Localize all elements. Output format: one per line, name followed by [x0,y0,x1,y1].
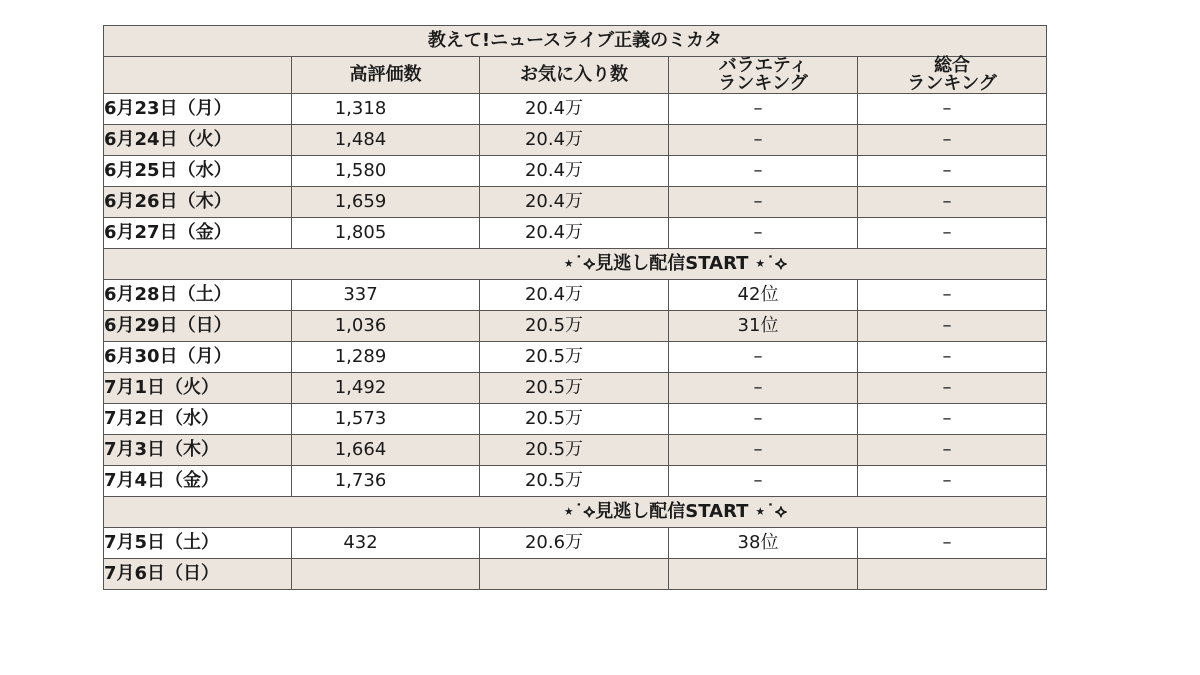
overall-rank-cell-text: – [942,160,952,181]
favorites-cell-text: 20.4万 [524,98,584,119]
date-cell: 6月27日（金） [104,218,292,249]
variety-rank-cell [669,125,858,156]
favorites-cell [480,528,669,559]
overall-rank-cell [858,187,1047,218]
rating-cell [292,125,480,156]
favorites-cell-text: 20.5万 [524,346,584,367]
rating-cell [292,187,480,218]
variety-rank-cell [669,559,858,590]
rating-cell-text: 1,484 [334,129,387,150]
header-variety-rank-line1: バラエティ [718,55,808,76]
rating-cell-text: 1,573 [334,408,387,429]
rating-cell [292,435,480,466]
overall-rank-cell [858,559,1047,590]
table-row [104,559,1047,590]
overall-rank-cell [858,373,1047,404]
variety-rank-cell-text: 38位 [737,532,779,553]
table-row [104,311,1047,342]
banner-cell [104,497,1047,528]
rating-cell [292,559,480,590]
variety-rank-cell-text: – [753,346,763,367]
favorites-cell [480,187,669,218]
variety-rank-cell-text: – [753,160,763,181]
favorites-cell [480,466,669,497]
variety-rank-cell [669,404,858,435]
banner-row [104,249,1047,280]
rating-cell [292,528,480,559]
overall-rank-cell-text: – [942,470,952,491]
rating-cell-text: 1,580 [334,160,387,181]
overall-rank-cell-text: – [942,222,952,243]
header-variety-rank-line2: ランキング [718,73,808,94]
variety-rank-cell [669,94,858,125]
overall-rank-cell [858,528,1047,559]
overall-rank-cell [858,218,1047,249]
favorites-cell-text: 20.4万 [524,191,584,212]
favorites-cell-text: 20.6万 [524,532,584,553]
variety-rank-cell [669,528,858,559]
variety-rank-cell-text: – [753,408,763,429]
favorites-cell [480,435,669,466]
overall-rank-cell-text: – [942,98,952,119]
rating-cell [292,466,480,497]
header-overall-rank-line2: ランキング [907,73,997,94]
favorites-cell [480,125,669,156]
rating-cell-text: 1,289 [334,346,387,367]
favorites-cell [480,156,669,187]
date-cell: 7月3日（木） [104,435,292,466]
variety-rank-cell [669,311,858,342]
title-row [104,26,1047,57]
variety-rank-cell [669,280,858,311]
date-cell: 7月2日（水） [104,404,292,435]
rating-cell-text: 1,659 [334,191,387,212]
rating-cell [292,94,480,125]
variety-rank-cell [669,156,858,187]
date-cell: 6月23日（月） [104,94,292,125]
overall-rank-cell-text: – [942,377,952,398]
favorites-cell-text: 20.5万 [524,439,584,460]
variety-rank-cell-text: – [753,222,763,243]
favorites-cell-text: 20.4万 [524,284,584,305]
date-cell: 7月4日（金） [104,466,292,497]
overall-rank-cell [858,404,1047,435]
rating-cell-text: 1,036 [334,315,387,336]
date-cell: 6月29日（日） [104,311,292,342]
header-overall-rank [858,57,1047,94]
favorites-cell [480,373,669,404]
variety-rank-cell [669,466,858,497]
header-date [104,57,292,94]
date-cell: 6月24日（火） [104,125,292,156]
table-row [104,94,1047,125]
overall-rank-cell [858,125,1047,156]
header-variety-rank [669,57,858,94]
table-row [104,125,1047,156]
date-cell: 6月28日（土） [104,280,292,311]
overall-rank-cell [858,311,1047,342]
rating-cell [292,404,480,435]
variety-rank-cell [669,435,858,466]
favorites-cell [480,342,669,373]
date-cell: 6月25日（水） [104,156,292,187]
rating-cell-text: 432 [343,532,378,553]
overall-rank-cell-text: – [942,439,952,460]
date-cell: 7月5日（土） [104,528,292,559]
table-row [104,435,1047,466]
header-row [104,57,1047,94]
variety-rank-cell [669,373,858,404]
table-row [104,373,1047,404]
date-cell: 7月1日（火） [104,373,292,404]
overall-rank-cell-text: – [942,191,952,212]
rating-cell [292,311,480,342]
overall-rank-cell-text: – [942,346,952,367]
stats-table [103,25,1047,590]
header-rating: 高評価数 [292,57,480,94]
favorites-cell-text: 20.4万 [524,222,584,243]
favorites-cell [480,559,669,590]
overall-rank-cell [858,466,1047,497]
rating-cell [292,342,480,373]
variety-rank-cell-text: – [753,377,763,398]
favorites-cell-text: 20.5万 [524,470,584,491]
variety-rank-cell-text: – [753,470,763,491]
header-favorites: お気に入り数 [480,57,669,94]
banner-cell [104,249,1047,280]
table-row [104,156,1047,187]
date-cell: 7月6日（日） [104,559,292,590]
variety-rank-cell-text: – [753,439,763,460]
rating-cell-text: 337 [343,284,378,305]
rating-cell [292,373,480,404]
favorites-cell [480,280,669,311]
favorites-cell-text: 20.5万 [524,315,584,336]
date-cell: 6月26日（木） [104,187,292,218]
overall-rank-cell [858,94,1047,125]
header-overall-rank-line1: 総合 [934,55,970,76]
overall-rank-cell [858,435,1047,466]
table-row [104,218,1047,249]
banner-text: ⋆˙⟡見逃し配信START ⋆˙⟡ [563,253,787,274]
overall-rank-cell [858,280,1047,311]
banner-text: ⋆˙⟡見逃し配信START ⋆˙⟡ [563,501,787,522]
favorites-cell [480,218,669,249]
rating-cell-text: 1,736 [334,470,387,491]
overall-rank-cell-text: – [942,532,952,553]
favorites-cell [480,94,669,125]
rating-cell-text: 1,318 [334,98,387,119]
date-cell: 6月30日（月） [104,342,292,373]
overall-rank-cell-text: – [942,284,952,305]
overall-rank-cell [858,156,1047,187]
variety-rank-cell [669,187,858,218]
favorites-cell-text: 20.4万 [524,129,584,150]
rating-cell-text: 1,492 [334,377,387,398]
overall-rank-cell-text: – [942,408,952,429]
table-body [104,94,1047,590]
variety-rank-cell-text: – [753,129,763,150]
table-row [104,528,1047,559]
favorites-cell [480,311,669,342]
favorites-cell-text: 20.5万 [524,408,584,429]
overall-rank-cell [858,342,1047,373]
favorites-cell-text: 20.4万 [524,160,584,181]
overall-rank-cell-text: – [942,315,952,336]
rating-cell-text: 1,805 [334,222,387,243]
table-row [104,466,1047,497]
rating-cell-text: 1,664 [334,439,387,460]
variety-rank-cell-text: – [753,98,763,119]
variety-rank-cell-text: 42位 [737,284,779,305]
favorites-cell [480,404,669,435]
table-title: 教えて!ニュースライブ正義のミカタ [104,26,1047,57]
table-row [104,342,1047,373]
table-row [104,280,1047,311]
table-row [104,187,1047,218]
rating-cell [292,156,480,187]
table-row [104,404,1047,435]
variety-rank-cell [669,342,858,373]
variety-rank-cell [669,218,858,249]
rating-cell [292,280,480,311]
overall-rank-cell-text: – [942,129,952,150]
variety-rank-cell-text: 31位 [737,315,779,336]
favorites-cell-text: 20.5万 [524,377,584,398]
banner-row [104,497,1047,528]
variety-rank-cell-text: – [753,191,763,212]
rating-cell [292,218,480,249]
